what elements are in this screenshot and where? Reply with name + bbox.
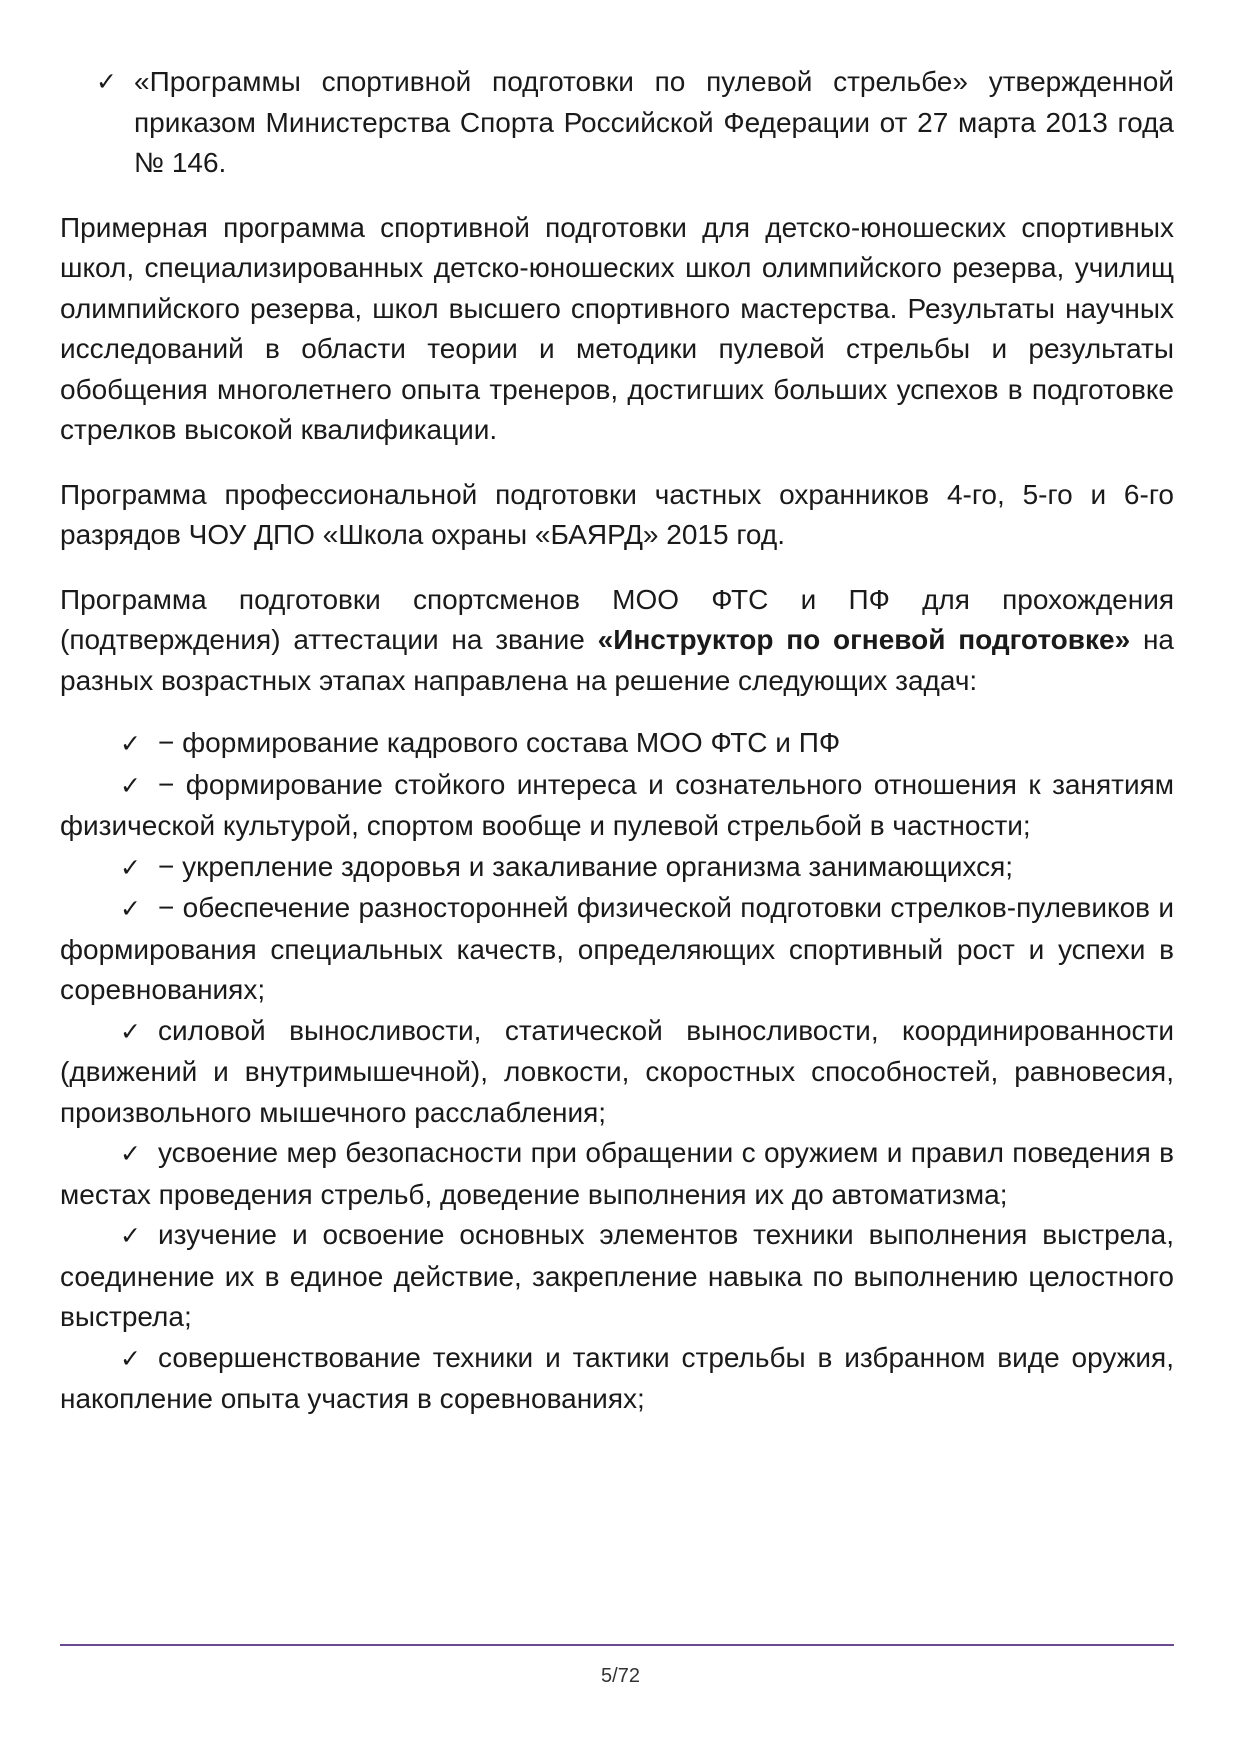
reference-bullet xyxy=(60,62,1174,184)
task-text: − формирование кадрового состава МОО ФТС и ПФ xyxy=(158,727,841,758)
check-icon: ✓ xyxy=(120,1343,141,1373)
paragraph-sample-program: Примерная программа спортивной подготовки для детско-юношеских спортивных школ, специализированных детско-юношеских школ олимпийского резерва, училищ олимпийского резерва, школ высшего спортивного мастерства. Результаты научных исследований в области теории и методики пулевой стрельбы и результаты обобщения многолетнего опыта тренеров, достигших больших успехов в подготовке стрелков высокой квалификации. xyxy=(60,211,1174,445)
paragraph-security-program: Программа профессиональной подготовки частных охранников 4-го, 5-го и 6-го разрядов ЧОУ ДПО «Школа охраны «БАЯРД» 2015 год. xyxy=(60,478,1174,550)
task-item xyxy=(60,1011,1174,1134)
task-item xyxy=(60,1338,1174,1420)
paragraph-text: Программа подготовки спортсменов МОО ФТС и ПФ для прохождения (подтверждения) аттестации на звание xyxy=(60,583,1174,655)
document-page xyxy=(60,62,1174,1420)
task-item xyxy=(60,888,1174,1011)
task-text: совершенствование техники и тактики стрельбы в избранном виде оружия, накопление опыта участия в соревнованиях; xyxy=(60,1341,1174,1414)
check-icon: ✓ xyxy=(120,894,141,923)
check-icon: ✓ xyxy=(120,770,141,800)
task-text: изучение и освоение основных элементов техники выполнения выстрела, соединение их в единое действие, закрепление навыка по выполнению целостного выстрела; xyxy=(60,1219,1174,1332)
task-text: усвоение мер безопасности при обращении с оружием и правил поведения в местах проведения стрельб, доведение выполнения их до автоматизма; xyxy=(60,1137,1174,1210)
instructor-title: «Инструктор по огневой подготовке» xyxy=(597,624,1131,655)
check-icon: ✓ xyxy=(120,1139,141,1168)
paragraph-text: на разных возрастных этапах направлена на решение следующих задач: xyxy=(60,624,1174,696)
check-icon: ✓ xyxy=(96,67,117,96)
task-item xyxy=(60,1215,1174,1338)
reference-text: «Программы спортивной подготовки по пулевой стрельбе» утвержденной приказом Министерства Спорта Российской Федерации от 27 марта 2013 года № 146. xyxy=(134,66,1174,178)
task-text: − формирование стойкого интереса и сознательного отношения к занятиям физической культурой, спортом вообще и пулевой стрельбой в частности; xyxy=(60,768,1174,841)
footer-divider xyxy=(60,1644,1174,1646)
paragraph-instructor-program xyxy=(60,580,1174,702)
check-icon: ✓ xyxy=(120,1016,141,1046)
task-text: − обеспечение разносторонней физической подготовки стрелков-пулевиков и формирования специальных качеств, определяющих спортивный рост и успехи в соревнованиях; xyxy=(60,892,1174,1005)
task-item xyxy=(60,765,1174,847)
check-icon: ✓ xyxy=(120,1221,141,1250)
task-item xyxy=(60,1133,1174,1215)
task-text: − укрепление здоровья и закаливание организма занимающихся; xyxy=(158,850,1014,882)
task-item xyxy=(60,723,1174,765)
task-list xyxy=(60,723,1174,1420)
task-item xyxy=(60,847,1174,889)
check-icon: ✓ xyxy=(120,852,141,882)
task-text: силовой выносливости, статической выносливости, координированности (движений и внутримышечной), ловкости, скоростных способностей, равновесия, произвольного мышечного расслабления; xyxy=(60,1014,1174,1128)
page-number: 5/72 xyxy=(601,1665,640,1687)
check-icon: ✓ xyxy=(120,729,141,758)
